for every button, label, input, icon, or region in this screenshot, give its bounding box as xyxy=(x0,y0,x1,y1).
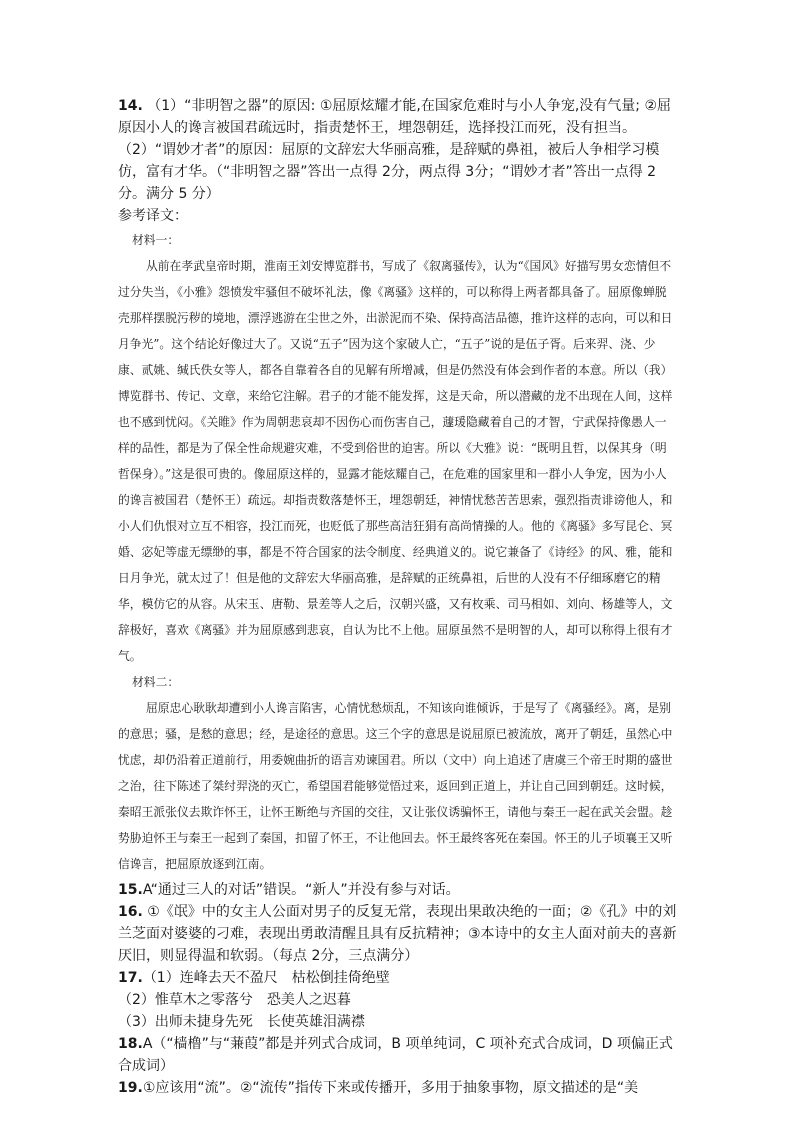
q17-line-1: （1）连峰去天不盈尺 枯松倒挂倚绝壁 xyxy=(142,970,390,986)
q19-answer xyxy=(118,1077,678,1099)
q14-answer-2: （2）“谓妙才者”的原因：屈原的文辞宏大华丽高雅，是辞赋的鼻祖，被后人争相学习模仿，富有才华。（“非明智之器”答出一点得 2分，两点得 3分；“谓妙才者”答出一点得 2分。满分 5 分） xyxy=(118,142,660,202)
q17-line-3: （3）出师未捷身先死 长使英雄泪满襟 xyxy=(118,1014,365,1030)
q14-part1: （1）“非明智之器”的原因: ①屈原炫耀才能,在国家危难时与小人争宠,没有气量; ②屈原因小人的谗言被国君疏远时，指责楚怀王，埋怨朝廷，选择投江而死，没有担当。 xyxy=(118,98,672,136)
q17-line-2: （2）惟草木之零落兮 恐美人之迟暮 xyxy=(118,992,351,1008)
q15-text: A“通过三人的对话”错误。“新人”并没有参与对话。 xyxy=(142,882,460,898)
q15-number: 15. xyxy=(118,882,143,898)
material-2-text: 屈原忠心耿耿却遭到小人谗言陷害，心情忧愁烦乱，不知该向谁倾诉，于是写了《离骚经》。离，是别的意思；骚，是愁的意思；经，是途径的意思。这三个字的意思是说屈原已被流放，离开了朝廷，虽然心中忧虑，却仍沿着正道前行，用委婉曲折的语言劝谏国君。所以（文中）向上追述了唐虞三个帝王时期的盛世之治，往下陈述了桀纣羿浇的灭亡，希望国君能够觉悟过来，返回到正道上，并让自己回到朝廷。这时候，秦昭王派张仪去欺诈怀王，让怀王断绝与齐国的交往，又让张仪诱骗怀王，请他与秦王一起在武关会盟。趁势胁迫怀王与秦王一起到了秦国，扣留了怀王，不让他回去。怀王最终客死在秦国。怀王的儿子顷襄王又听信谗言，把屈原放逐到江南。 xyxy=(118,701,673,871)
q15-answer xyxy=(118,879,678,901)
answer-page xyxy=(118,95,678,1099)
material-2-title: 材料二： xyxy=(132,675,180,689)
q18-answer xyxy=(118,1033,678,1077)
material-1-title: 材料一： xyxy=(132,233,180,247)
q19-number: 19. xyxy=(118,1080,143,1096)
q17-answer-1 xyxy=(118,967,678,989)
q16-text: ①《氓》中的女主人公面对男子的反复无常，表现出果敢决绝的一面；②《孔》中的刘兰芝面对婆婆的刁难，表现出勇敢清醒且具有反抗精神；③本诗中的女主人面对前夫的喜新厌旧，则显得温和软弱。（每点 2分，三点满分） xyxy=(118,904,677,964)
translation-heading: 参考译文： xyxy=(118,208,188,224)
q16-answer xyxy=(118,901,678,967)
material-1-text: 从前在孝武皇帝时期，淮南王刘安博览群书，写成了《叙离骚传》，认为“《国风》好描写男女恋情但不过分失当，《小雅》怨愤发牢骚但不破坏礼法，像《离骚》这样的，可以称得上两者都具备了。屈原像蝉脱壳那样摆脱污秽的境地，漂浮逃游在尘世之外，出淤泥而不染、保持高洁品德，推许这样的志向，可以和日月争光”。这个结论好像过大了。又说“五子”因为这个家破人亡，“五子”说的是伍子胥。后来羿、浇、少康、贰姚、缄氏佚女等人，都各自靠着各自的见解有所增减，但是仍然没有体会到作者的本意。所以（我）博览群书、传记、文章，来给它注解。君子的才能不能发挥，这是天命，所以潜藏的龙不出现在人间，这样也不感到忧闷。《关睢》作为周朝悲哀却不因伤心而伤害自己，蘧瑗隐藏着自己的才智，宁武保持像愚人一样的品性，都是为了保全性命规避灾难，不受到俗世的迫害。所以《大雅》说：“既明且哲，以保其身（明哲保身）。”这是很可贵的。像屈原这样的，显露才能炫耀自己，在危难的国家里和一群小人争宠，因为小人的谗言被国君（楚怀王）疏远。却指责数落楚怀王，埋怨朝廷，神情忧愁苦苦思索，强烈指责诽谤他人，和小人们仇恨对立互不相容，投江而死，也贬低了那些高洁狂狷有高尚情操的人。他的《离骚》多写昆仑、冥婚、宓妃等虚无缥缈的事，都是不符合国家的法令制度、经典道义的。说它兼备了《诗经》的风、雅，能和日月争光，就太过了！但是他的文辞宏大华丽高雅，是辞赋的正统鼻祖，后世的人没有不仔细琢磨它的精华，模仿它的从容。从宋玉、唐勒、景差等人之后，汉朝兴盛，又有枚乘、司马相如、刘向、杨雄等人，文辞极好，喜欢《离骚》并为屈原感到悲哀，自认为比不上他。屈原虽然不是明智的人，却可以称得上很有才气。 xyxy=(118,259,673,663)
q18-number: 18. xyxy=(118,1036,143,1052)
q17-number: 17. xyxy=(118,970,143,986)
q14-number: 14. xyxy=(118,98,143,114)
q18-text: A（“樯橹”与“蒹葭”都是并列式合成词，B 项单纯词，C 项补充式合成词，D 项偏正式合成词） xyxy=(118,1036,673,1074)
q14-answer-1 xyxy=(118,95,678,139)
q16-number: 16. xyxy=(118,904,143,920)
q19-text: ①应该用“流”。②“流传”指传下来或传播开，多用于抽象事物，原文描述的是“美 xyxy=(142,1080,639,1096)
